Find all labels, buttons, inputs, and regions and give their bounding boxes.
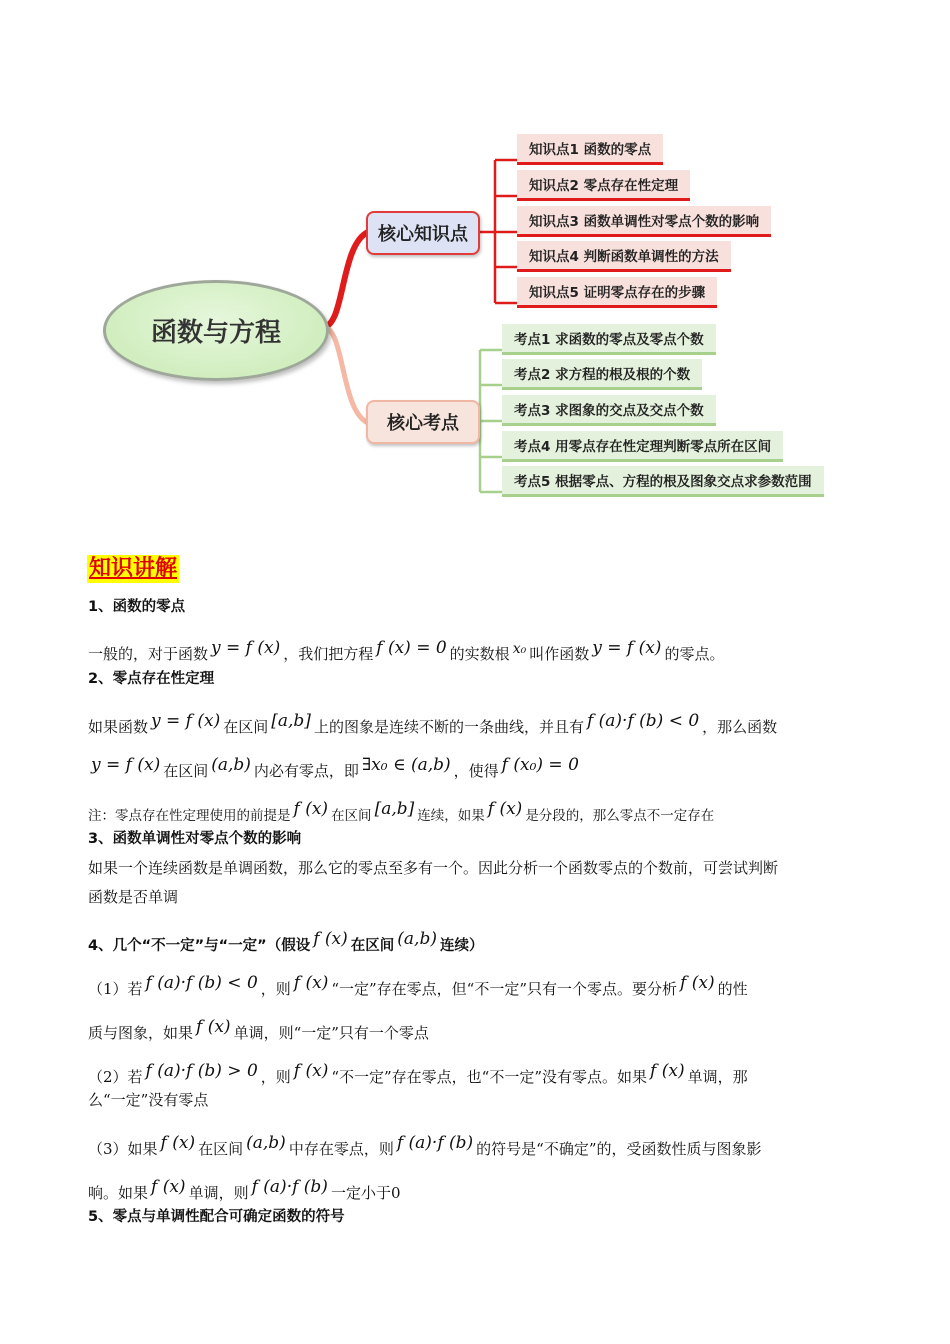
case-1-line-2 [88,1017,429,1043]
case-3-line-1 [88,1133,762,1159]
monotonicity-line-1: 如果一个连续函数是单调函数，那么它的零点至多有一个。因此分析一个函数零点的个数前，可尝试判断 [88,859,779,877]
text: 单调，则 [188,1184,249,1202]
text: ，则 [260,1068,291,1086]
text: 连续） [439,938,484,954]
text: 内必有零点，即 [253,762,359,780]
text: ，我们把方程 [283,645,374,663]
heading-zero-of-function: 1、函数的零点 [88,599,186,615]
text: “不一定”存在零点，也“不一定”没有零点。如果 [331,1068,648,1086]
exam-point-4: 考点4 用零点存在性定理判断零点所在区间 [502,431,783,462]
text: “一定”存在零点，但“不一定”只有一个零点。要分析 [331,980,678,998]
formula: x₀ [512,641,527,657]
formula: y = f (x) [151,711,221,731]
formula: f (a)·f (b) < 0 [145,973,258,993]
exam-point-3: 考点3 求图象的交点及交点个数 [502,395,716,426]
text: （3）如果 [88,1140,158,1158]
heading-existence-theorem: 2、零点存在性定理 [88,671,215,687]
formula: f (x) = 0 [376,638,447,658]
case-2-line-1 [88,1061,748,1087]
formula: [a,b] [271,711,311,731]
text: （2）若 [88,1068,143,1086]
text: 在区间 [223,718,269,736]
formula: (a,b) [211,755,251,775]
text: 的符号是“不确定”的，受函数性质与图象影 [476,1140,762,1158]
heading-sign-determination: 5、零点与单调性配合可确定函数的符号 [88,1209,345,1225]
formula: f (x) [650,1061,685,1081]
formula: f (a)·f (b) [396,1133,474,1153]
formula: f (x) [160,1133,196,1153]
formula: [a,b] [374,799,415,819]
heading-certainty [88,929,483,956]
text: 的实数根 [449,645,510,663]
text: 是分段的，那么零点不一定存在 [525,808,715,824]
heading-monotonicity: 3、函数单调性对零点个数的影响 [88,831,302,847]
hub-core-knowledge: 核心知识点 [366,211,480,255]
text: 质与图象，如果 [88,1024,194,1042]
section-title: 知识讲解 [89,556,178,581]
formula: f (x) [293,973,329,993]
text: 在区间 [331,808,372,824]
text: 4、几个“不一定”与“一定”（假设 [88,938,311,954]
formula: (a,b) [246,1133,286,1153]
text: 响。如果 [88,1184,149,1202]
theorem-note [88,799,714,826]
text: 单调，则“一定”只有一个零点 [233,1024,429,1042]
formula: (a,b) [397,929,437,949]
exam-point-5: 考点5 根据零点、方程的根及图象交点求参数范围 [502,466,824,497]
text: 如果函数 [88,718,149,736]
formula: f (x) [313,929,348,949]
knowledge-point-5: 知识点5 证明零点存在的步骤 [517,277,717,308]
text: 一定小于0 [330,1184,401,1202]
text: 的性 [717,980,748,998]
text: 连续，如果 [417,808,485,824]
formula: f (x) [293,1061,329,1081]
exam-point-1: 考点1 求函数的零点及零点个数 [502,324,716,355]
text: 叫作函数 [529,645,590,663]
text: 在区间 [198,1140,244,1158]
hub-core-exam: 核心考点 [366,400,480,444]
exam-point-2: 考点2 求方程的根及根的个数 [502,359,702,390]
formula: f (a)·f (b) [251,1177,328,1197]
theorem-line-2 [88,755,582,781]
definition-line [88,638,724,664]
formula: f (a)·f (b) > 0 [145,1061,258,1081]
formula: f (x) [487,799,523,819]
formula: f (x₀) = 0 [501,755,579,775]
formula: f (x) [151,1177,186,1197]
knowledge-point-2: 知识点2 零点存在性定理 [517,170,690,201]
text: 的零点。 [664,645,725,663]
case-2-line-2: 么“一定”没有零点 [88,1091,209,1109]
formula: y = f (x) [592,638,662,658]
text: 上的图象是连续不断的一条曲线，并且有 [313,718,584,736]
knowledge-point-3: 知识点3 函数单调性对零点个数的影响 [517,206,771,237]
text: （1）若 [88,980,143,998]
text: ，使得 [453,762,499,780]
formula: ∃x₀ ∈ (a,b) [361,755,451,775]
text: 一般的，对于函数 [88,645,209,663]
text: ，则 [260,980,291,998]
formula: f (x) [293,799,329,819]
mind-map-root: 函数与方程 [103,280,329,381]
formula: y = f (x) [211,638,281,658]
mind-map [0,120,950,510]
formula: y = f (x) [91,755,161,775]
knowledge-point-4: 知识点4 判断函数单调性的方法 [517,241,731,272]
text: 单调，那 [687,1068,748,1086]
formula: f (x) [680,973,715,993]
text: 在区间 [350,938,395,954]
knowledge-point-1: 知识点1 函数的零点 [517,134,663,165]
text: 在区间 [163,762,209,780]
case-3-line-2 [88,1177,400,1203]
case-1-line-1 [88,973,748,999]
monotonicity-line-2: 函数是否单调 [88,888,179,906]
formula: f (x) [196,1017,231,1037]
formula: f (a)·f (b) < 0 [586,711,700,731]
text: ，那么函数 [702,718,778,736]
text: 注：零点存在性定理使用的前提是 [88,808,291,824]
text: 中存在零点，则 [288,1140,394,1158]
theorem-line-1 [88,711,777,737]
